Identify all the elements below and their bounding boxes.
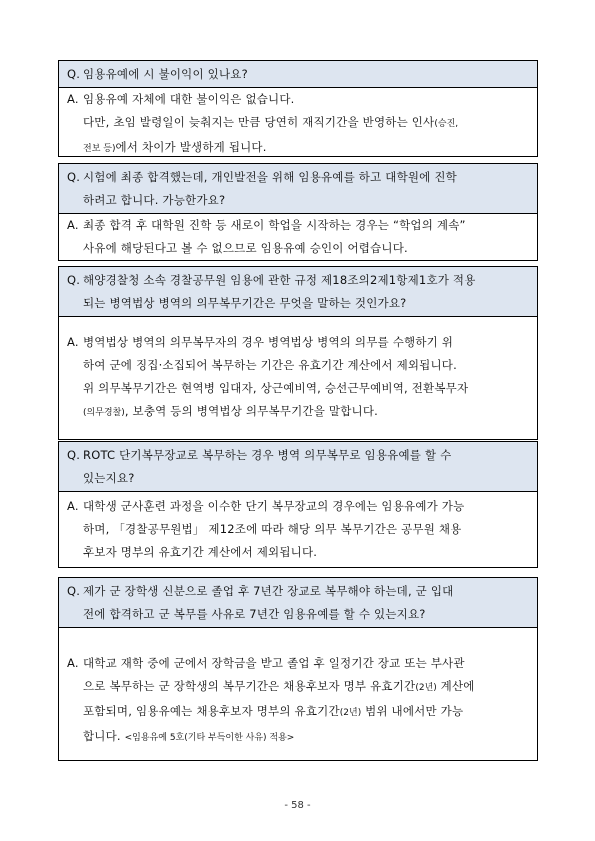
question-3 <box>59 267 537 317</box>
page-number: - 58 - <box>284 800 311 811</box>
answer-1-line-2: 다만, 초임 발령일이 늦춰지는 만큼 당연히 재직기간을 반영하는 인사(승진, <box>83 115 459 129</box>
qa-block-4 <box>58 441 538 568</box>
answer-4-line-1: 대학생 군사훈련 과정을 이수한 단기 복무장교의 경우에는 임용유예가 가능 <box>83 499 465 513</box>
question-marker: Q. <box>67 583 81 598</box>
answer-3-line-1: 병역법상 병역의 의무복무자의 경우 병역법상 병역의 의무를 수행하기 위 <box>83 335 454 349</box>
question-3-line-1: 해양경찰청 소속 경찰공무원 임용에 관한 규정 제18조의2제1항제1호가 적용 <box>83 272 476 287</box>
question-5-line-2: 전에 합격하고 군 복무를 사유로 7년간 임용유예를 할 수 있는지요? <box>83 606 426 621</box>
answer-5 <box>59 628 537 760</box>
question-marker: Q. <box>67 66 81 81</box>
answer-marker: A. <box>67 656 79 670</box>
question-marker: Q. <box>67 272 81 287</box>
answer-4 <box>59 492 537 567</box>
answer-1-line-3: 전보 등)에서 차이가 발생하게 됩니다. <box>83 140 267 154</box>
qa-block-3 <box>58 266 538 440</box>
qa-block-2 <box>58 163 538 261</box>
answer-5-line-2: 으로 복무하는 군 장학생의 복무기간은 채용후보자 명부 유효기간(2년) 계산에 <box>83 679 475 693</box>
question-4 <box>59 442 537 492</box>
answer-marker: A. <box>67 218 79 232</box>
question-marker: Q. <box>67 447 81 462</box>
question-2-line-1: 시험에 최종 합격했는데, 개인발전을 위해 임용유예를 하고 대학원에 진학 <box>83 169 457 184</box>
question-1 <box>59 61 537 88</box>
question-2-line-2: 하려고 합니다. 가능한가요? <box>83 192 226 207</box>
answer-1-line-1: 임용유예 자체에 대한 불이익은 없습니다. <box>83 92 295 106</box>
answer-marker: A. <box>67 92 79 106</box>
answer-5-line-1: 대학교 재학 중에 군에서 장학금을 받고 졸업 후 일정기간 장교 또는 부사관 <box>83 656 465 670</box>
answer-2 <box>59 214 537 260</box>
question-3-line-2: 되는 병역법상 병역의 의무복무기간은 무엇을 말하는 것인가요? <box>83 295 407 310</box>
answer-3-line-2: 하여 군에 징집·소집되어 복무하는 기간은 유효기간 계산에서 제외됩니다. <box>83 358 457 372</box>
answer-3-line-4: (의무경찰), 보충역 등의 병역법상 의무복무기간을 말합니다. <box>83 404 378 418</box>
question-5-line-1: 제가 군 장학생 신분으로 졸업 후 7년간 장교로 복무해야 하는데, 군 입대 <box>83 583 454 598</box>
answer-2-line-1: 최종 합격 후 대학원 진학 등 새로이 학업을 시작하는 경우는 “학업의 계속” <box>83 218 466 232</box>
answer-marker: A. <box>67 335 79 349</box>
answer-4-line-3: 후보자 명부의 유효기간 계산에서 제외됩니다. <box>83 545 318 559</box>
qa-block-5 <box>58 577 538 761</box>
qa-block-1 <box>58 60 538 157</box>
answer-3-line-3: 위 의무복무기간은 현역병 입대자, 상근예비역, 승선근무예비역, 전환복무자 <box>83 381 469 395</box>
answer-5-line-3: 포함되며, 임용유예는 채용후보자 명부의 유효기간(2년) 범위 내에서만 가능 <box>83 704 464 718</box>
question-2 <box>59 164 537 214</box>
answer-3 <box>59 317 537 439</box>
answer-1 <box>59 88 537 156</box>
answer-5-line-4: 합니다. <임용유예 5호(기타 부득이한 사유) 적용> <box>83 729 295 743</box>
question-4-line-2: 있는지요? <box>83 470 135 485</box>
question-5 <box>59 578 537 628</box>
answer-4-line-2: 하며, 「경찰공무원법」 제12조에 따라 해당 의무 복무기간은 공무원 채용 <box>83 522 462 536</box>
question-4-line-1: ROTC 단기복무장교로 복무하는 경우 병역 의무복무로 임용유예를 할 수 <box>83 447 452 462</box>
question-marker: Q. <box>67 169 81 184</box>
question-1-line-1: 임용유예에 시 불이익이 있나요? <box>83 66 248 81</box>
answer-marker: A. <box>67 499 79 513</box>
answer-2-line-2: 사유에 해당된다고 볼 수 없으므로 임용유예 승인이 어렵습니다. <box>83 241 408 255</box>
